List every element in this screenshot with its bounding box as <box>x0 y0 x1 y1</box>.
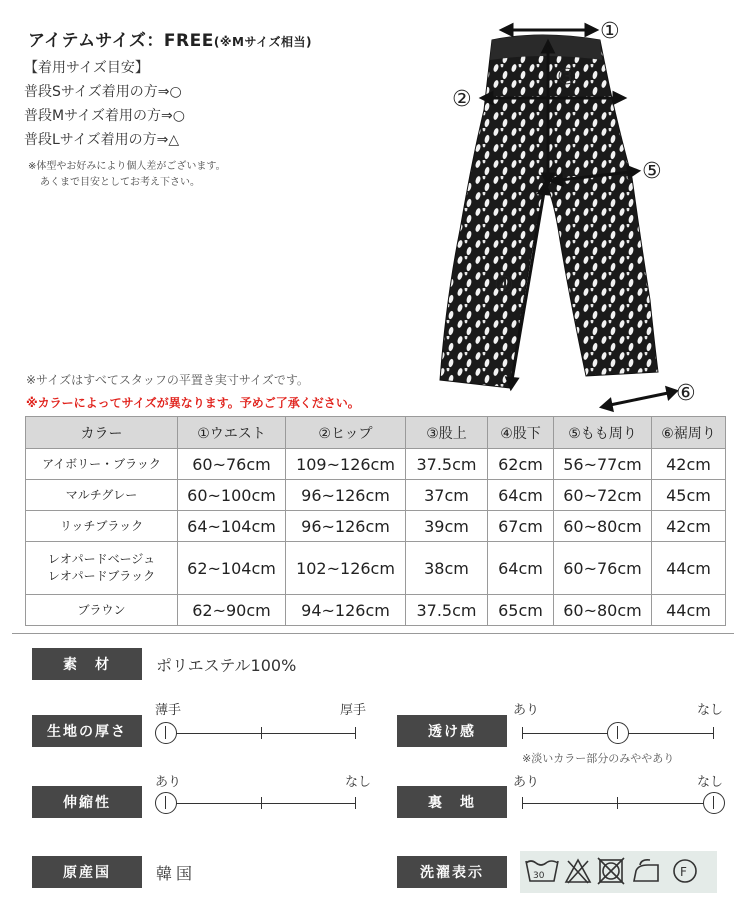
size-guide-line: 普段Lサイズ着用の方⇒△ <box>24 132 180 148</box>
flat-measure-note: ※サイズはすべてスタッフの平置き実寸サイズです。 <box>26 373 309 387</box>
table-cell: 64cm <box>488 542 554 595</box>
pants-measurement-illustration <box>420 0 750 420</box>
material-value: ポリエステル100% <box>156 656 297 675</box>
table-cell: 60~76cm <box>178 449 286 480</box>
table-cell: 56~77cm <box>554 449 652 480</box>
color-name-line: レオパードベージュ <box>47 552 156 566</box>
table-cell: 42cm <box>652 511 726 542</box>
table-cell: 62~90cm <box>178 595 286 626</box>
table-cell: マルチグレー <box>26 480 178 511</box>
table-cell: 44cm <box>652 595 726 626</box>
table-cell: 37.5cm <box>406 449 488 480</box>
table-cell: 37.5cm <box>406 595 488 626</box>
arrow-head <box>586 25 596 35</box>
marker-5: ⑤ <box>642 159 662 184</box>
hem-arrow <box>610 393 668 405</box>
table-cell: 42cm <box>652 449 726 480</box>
table-cell: 62~104cm <box>178 542 286 595</box>
thickness-left-label: 薄手 <box>155 703 182 718</box>
scale-tick <box>522 727 523 739</box>
marker-1: ① <box>600 19 620 44</box>
dry-clean-letter: F <box>680 865 687 879</box>
scale-tick <box>617 797 618 809</box>
table-cell: 44cm <box>652 542 726 595</box>
size-note <box>28 159 226 191</box>
arrow-head <box>602 400 612 410</box>
arrow-head <box>482 93 492 103</box>
size-guide-line: 普段Mサイズ着用の方⇒○ <box>24 108 185 124</box>
care-symbols <box>520 851 717 893</box>
scale-tick <box>355 727 356 739</box>
item-size-note: (※Mサイズ相当) <box>213 35 312 49</box>
arrow-head <box>628 167 638 177</box>
table-cell <box>26 542 178 595</box>
iron-icon <box>634 865 658 881</box>
table-cell: 60~100cm <box>178 480 286 511</box>
table-cell: 62cm <box>488 449 554 480</box>
table-cell: 109~126cm <box>286 449 406 480</box>
sheerness-left-label: あり <box>513 703 540 718</box>
size-guide-line: 普段Sサイズ着用の方⇒○ <box>24 84 182 100</box>
table-row <box>26 511 726 542</box>
table-cell: 39cm <box>406 511 488 542</box>
arrow-head <box>502 25 512 35</box>
care-label: 洗濯表示 <box>397 856 507 888</box>
table-row <box>26 542 726 595</box>
stretch-left-label: あり <box>155 775 182 790</box>
care-symbols-svg <box>520 851 717 893</box>
marker-2: ② <box>452 87 472 112</box>
table-header-cell: ④股下 <box>488 417 554 449</box>
table-header-cell: ①ウエスト <box>178 417 286 449</box>
table-cell: 102~126cm <box>286 542 406 595</box>
arrow-head <box>614 93 624 103</box>
table-row <box>26 449 726 480</box>
pants-diagram <box>420 0 750 420</box>
section-divider <box>12 633 734 634</box>
sheerness-label: 透け感 <box>397 715 507 747</box>
table-header-row <box>26 417 726 449</box>
table-cell: 64cm <box>488 480 554 511</box>
table-cell: 65cm <box>488 595 554 626</box>
table-cell: ブラウン <box>26 595 178 626</box>
material-label: 素 材 <box>32 648 142 680</box>
color-difference-note: ※カラーによってサイズが異なります。予めご了承ください。 <box>26 396 360 410</box>
sheerness-right-label: なし <box>697 703 724 718</box>
scale-tick <box>261 727 262 739</box>
size-guide-heading: 【着用サイズ目安】 <box>24 60 149 76</box>
scale-tick <box>261 797 262 809</box>
table-header-cell: カラー <box>26 417 178 449</box>
table-cell: 38cm <box>406 542 488 595</box>
item-size-label: アイテムサイズ：FREE <box>28 31 214 51</box>
thickness-label: 生地の厚さ <box>32 715 142 747</box>
table-header-cell: ②ヒップ <box>286 417 406 449</box>
stretch-right-label: なし <box>345 775 372 790</box>
marker-3: ③ <box>557 65 577 90</box>
origin-value: 韓国 <box>156 864 197 883</box>
sheerness-note: ※淡いカラー部分のみややあり <box>522 752 675 765</box>
table-cell: 37cm <box>406 480 488 511</box>
color-name-line: レオパードブラック <box>47 569 156 583</box>
lining-right-label: なし <box>697 775 724 790</box>
table-cell: 60~76cm <box>554 542 652 595</box>
wash-temp: 30 <box>533 871 545 881</box>
stretch-label: 伸縮性 <box>32 786 142 818</box>
table-cell: 96~126cm <box>286 511 406 542</box>
size-note-line: あくまで目安としてお考え下さい。 <box>40 177 200 188</box>
lining-label: 裏 地 <box>397 786 507 818</box>
table-cell: 64~104cm <box>178 511 286 542</box>
lining-left-label: あり <box>513 775 540 790</box>
table-row <box>26 480 726 511</box>
scale-tick <box>522 797 523 809</box>
table-cell: 60~80cm <box>554 511 652 542</box>
table-cell: 96~126cm <box>286 480 406 511</box>
scale-tick <box>355 797 356 809</box>
lining-scale-line <box>522 803 714 804</box>
table-header-cell: ⑤もも周り <box>554 417 652 449</box>
size-guide <box>24 56 185 152</box>
scale-tick <box>713 727 714 739</box>
table-cell: 94~126cm <box>286 595 406 626</box>
arrow-head <box>667 388 676 398</box>
marker-6: ⑥ <box>676 381 696 406</box>
stretch-level-marker <box>155 792 177 814</box>
table-cell: 45cm <box>652 480 726 511</box>
wash-wave <box>526 861 558 865</box>
table-cell: リッチブラック <box>26 511 178 542</box>
marker-4: ④ <box>494 273 514 298</box>
table-row <box>26 595 726 626</box>
table-cell: 60~72cm <box>554 480 652 511</box>
table-cell: 60~80cm <box>554 595 652 626</box>
origin-label: 原産国 <box>32 856 142 888</box>
table-header-cell: ⑥裾周り <box>652 417 726 449</box>
item-size-title <box>28 26 312 51</box>
table-cell: 67cm <box>488 511 554 542</box>
table-cell: アイボリー・ブラック <box>26 449 178 480</box>
sheerness-level-marker <box>607 722 629 744</box>
size-table <box>25 416 726 626</box>
size-note-line: ※体型やお好みにより個人差がございます。 <box>28 161 226 172</box>
table-header-cell: ③股上 <box>406 417 488 449</box>
thickness-right-label: 厚手 <box>340 703 367 718</box>
thickness-level-marker <box>155 722 177 744</box>
lining-level-marker <box>703 792 725 814</box>
